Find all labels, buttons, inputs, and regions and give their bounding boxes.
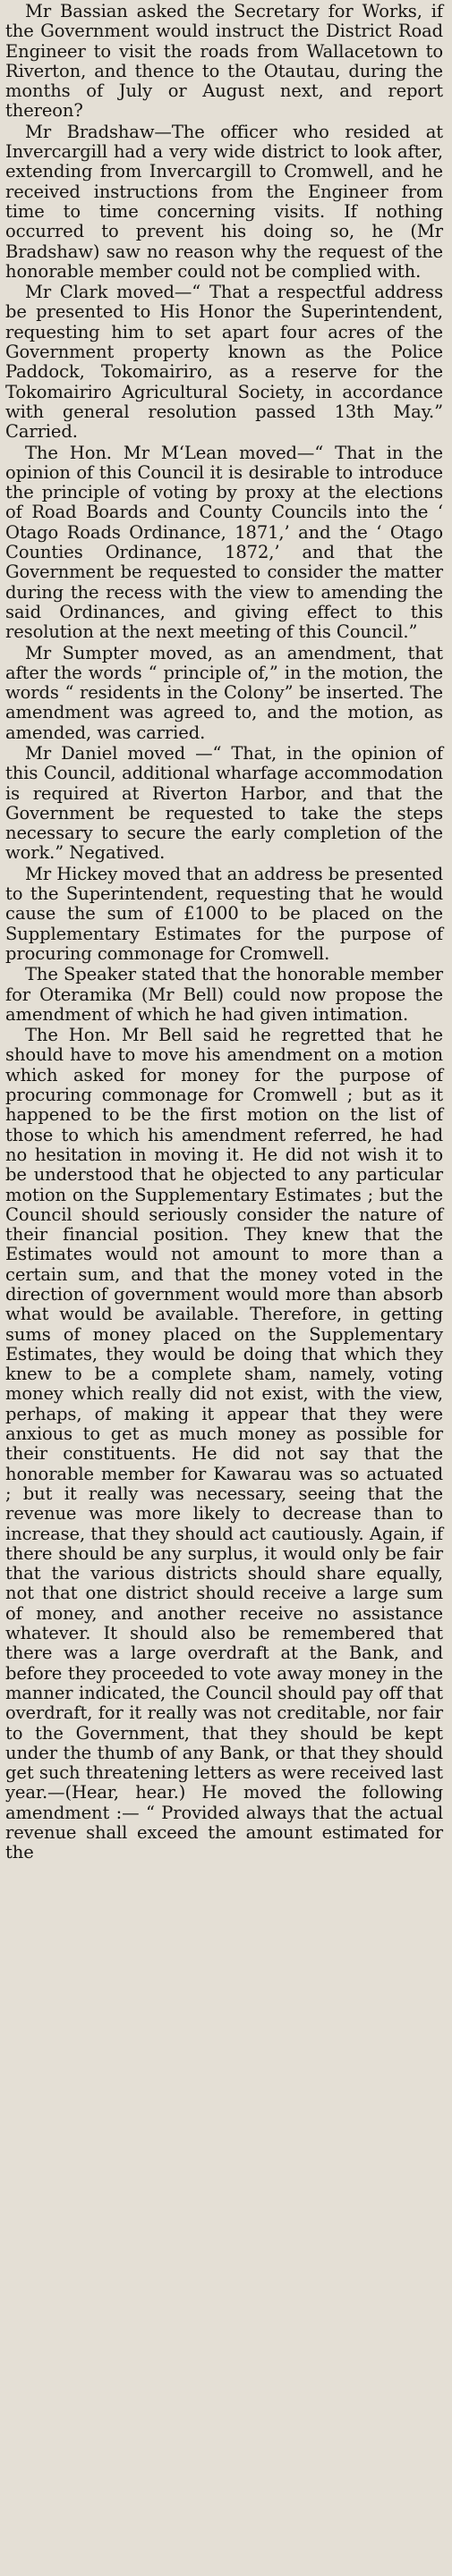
paragraph-sumpter-amendment: Mr Sumpter moved, as an amendment, that after the words “ principle of,” in the motion, the words “ residents in the Colony” be inserted. The amendment was agreed to, and the motion, as amended, was carried. bbox=[5, 642, 443, 743]
paragraph-clark-motion: Mr Clark moved—“ That a respectful address be presented to His Honor the Superintendent, requesting him to set apart four acres of the Government property known as the Police Paddock, Tokomairiro, as a reserve for the Tokomairiro Agricultural Society, in accordance with general resolution passed 13th May.” Carried. bbox=[5, 282, 443, 443]
paragraph-speaker-statement: The Speaker stated that the honorable member for Oteramika (Mr Bell) could now propose the amendment of which he had given intimation. bbox=[5, 964, 443, 1025]
paragraph-hickey-motion: Mr Hickey moved that an address be presented to the Superintendent, requesting that he would cause the sum of £1000 to be placed on the Supplementary Estimates for the purpose of procuring commonage for Cromwell. bbox=[5, 863, 443, 964]
paragraph-bradshaw-reply: Mr Bradshaw—The officer who resided at Invercargill had a very wide district to look after, extending from Invercargill to Cromwell, and he received instructions from the Engineer from time to time concerning visits. If nothing occurred to prevent his doing so, he (Mr Bradshaw) saw no reason why the request of the honorable member could not be complied with. bbox=[5, 121, 443, 282]
paragraph-bell-speech: The Hon. Mr Bell said he regretted that he should have to move his amendment on a motion which asked for money for the purpose of procuring commonage for Cromwell ; but as it happened to be the first motion on the list of those to which his amendment referred, he had no hesitation in moving it. He did not wish it to be understood that he objected to any particular motion on the Supplementary Estimates ; but the Council should seriously consider the nature of their financial position. They knew that the Estimates would not amount to more than a certain sum, and that the money voted in the direction of government would more than absorb what would be available. Therefore, in getting sums of money placed on the Supplementary Estimates, they would be doing that which they knew to be a complete sham, namely, voting money which really did not exist, with the view, perhaps, of making it appear that they were anxious to get as much money as possible for their constituents. He did not say that the honorable member for Kawarau was so actuated ; but it really was necessary, seeing that the revenue was more likely to decrease than to increase, that they should act cautiously. Again, if there should be any surplus, it would only be fair that the various districts should share equally, not that one district should receive a large sum of money, and another receive no assistance whatever. It should also be remembered that there was a large overdraft at the Bank, and before they proceeded to vote away money in the manner indicated, the Council should pay off that overdraft, for it really was not creditable, nor fair to the Government, that they should be kept under the thumb of any Bank, or that they should get such threatening letters as were received last year.—(Hear, hear.) He moved the following amendment :— “ Provided always that the actual revenue shall exceed the amount estimated for the bbox=[5, 1025, 443, 1863]
paragraph-daniel-motion: Mr Daniel moved —“ That, in the opinion of this Council, additional wharfage accommodation is required at Riverton Harbor, and that the Government be requested to take the steps necessary to secure the early completion of the work.” Negatived. bbox=[5, 742, 443, 864]
paragraph-bassian-question: Mr Bassian asked the Secretary for Works, if the Government would instruct the District Road Engineer to visit the roads from Wallacetown to Riverton, and thence to the Otautau, during the months of July or August next, and report thereon? bbox=[5, 1, 443, 122]
article-column bbox=[5, 2, 443, 1863]
paragraph-mclean-motion: The Hon. Mr M‘Lean moved—“ That in the opinion of this Council it is desirable to introduce the principle of voting by proxy at the elections of Road Boards and County Councils into the ‘ Otago Roads Ordinance, 1871,’ and the ‘ Otago Counties Ordinance, 1872,’ and that the Government be requested to consider the matter during the recess with the view to amending the said Ordinances, and giving effect to this resolution at the next meeting of this Council.” bbox=[5, 442, 443, 643]
